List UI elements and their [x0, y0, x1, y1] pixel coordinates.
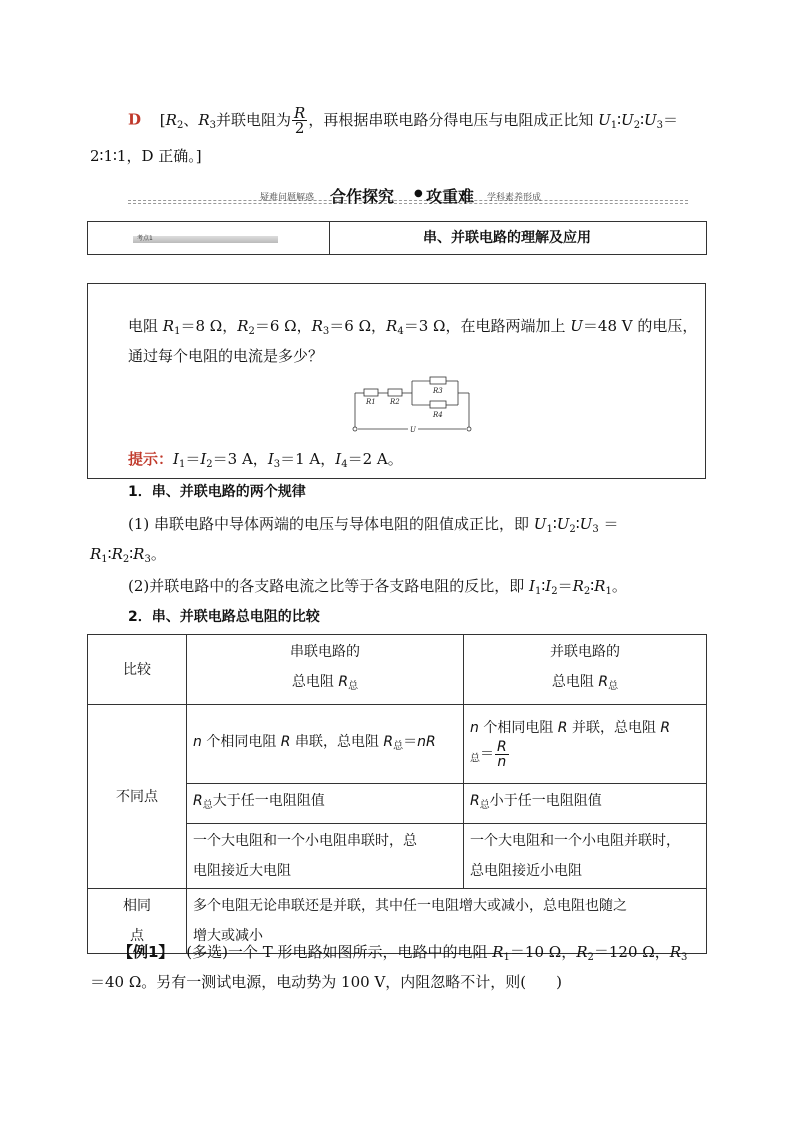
label-u: U: [410, 426, 416, 434]
cell-parallel-n: n 个相同电阻 R 并联，总电阻 R $_总$＝ $\frac{R}{n}$: [464, 705, 707, 784]
resistor-r1: [364, 389, 378, 396]
label-r3: R3: [433, 387, 443, 395]
banner-title-a: 合作探究: [330, 187, 395, 206]
topic-tag-cell: [88, 222, 330, 255]
header-parallel: 并联电路的 总电阻 $R_总$: [464, 635, 707, 705]
banner-rule: [128, 200, 688, 201]
cell-same: 多个电阻无论串联还是并联，其中任一电阻增大或减小，总电阻也随之 增大或减小: [187, 889, 707, 954]
cell-parallel-approx: 一个大电阻和一个小电阻并联时， 总电阻接近小电阻: [464, 824, 707, 889]
comparison-table: [87, 634, 707, 954]
fraction-numerator: R: [294, 104, 306, 122]
fraction: [292, 106, 307, 135]
circuit-diagram: [350, 373, 475, 435]
cell-parallel-less: $R_总$小于任一电阻阻值: [464, 784, 707, 824]
table-row: [88, 635, 707, 705]
topic-title: 串、并联电路的理解及应用: [330, 222, 707, 255]
hint-label: 提示：: [128, 450, 174, 468]
cell-series-approx: 一个大电阻和一个小电阻串联时，总 电阻接近大电阻: [187, 824, 464, 889]
example-line-2: ＝40 Ω。另有一测试电源，电动势为 100 V，内阻忽略不计，则( ): [90, 973, 562, 991]
answer-line-1: [128, 106, 678, 136]
rule-1-line-1: (1) 串联电路中导体两端的电压与导体电阻的阻值成正比，即 $U_1∶U_2∶U_3$ ＝: [128, 515, 619, 535]
resistor-r2: [388, 389, 402, 396]
label-r2: R2: [390, 398, 400, 406]
banner-arrow-icon: ●: [414, 188, 423, 199]
banner-right-text: 学科素养形成: [487, 193, 542, 203]
banner-rule: [128, 203, 688, 204]
rule-1-line-2: $R_1∶R_2∶R_3$。: [90, 545, 166, 565]
answer-letter: D: [128, 110, 142, 129]
answer-explanation: [$R_2$、$R_3$并联电阻为 $\frac{R}{2}$ ，再根据串联电路分得电压与电阻成正比知 $U_1∶U_2∶U_3=$: [159, 104, 679, 137]
section-banner: [128, 183, 688, 207]
cell-series-n: n 个相同电阻 R 串联，总电阻 $R_总=nR$: [187, 705, 464, 784]
table-row: [88, 705, 707, 784]
row-label-same: 相同 点: [88, 889, 187, 954]
resistor-r4: [430, 401, 446, 408]
cell-series-greater: $R_总$大于任一电阻阻值: [187, 784, 464, 824]
example-label: 【例1】: [118, 943, 174, 961]
fraction-denominator: 2: [294, 119, 305, 137]
label-r4: R4: [433, 411, 443, 419]
rule-2: (2)并联电路中的各支路电流之比等于各支路电阻的反比，即 $I_1∶I_2=R_2∶R_1$。: [128, 577, 627, 597]
resistor-r3: [430, 377, 446, 384]
answer-line-2: 2∶1∶1，D 正确。]: [90, 147, 202, 165]
header-compare: 比较: [88, 635, 187, 705]
topic-header: [87, 221, 707, 255]
hint-line: 提示：$I_1=I_2=3$ A，$I_3=1$ A，$I_4=2$ A。: [128, 450, 403, 470]
heading-1: 1．串、并联电路的两个规律: [128, 484, 306, 500]
heading-2: 2．串、并联电路总电阻的比较: [128, 609, 320, 625]
banner-title-b: 攻重难: [426, 187, 475, 206]
header-series: 串联电路的 总电阻 $R_总$: [187, 635, 464, 705]
example-line-1: 【例1】 (多选)一个 T 形电路如图所示，电路中的电阻 $R_1=10$ Ω，$R_2=120$ Ω，$R_3$: [118, 943, 688, 963]
label-r1: R1: [366, 398, 376, 406]
row-label-difference: 不同点: [88, 705, 187, 889]
question-line-2: 通过每个电阻的电流是多少？: [128, 347, 324, 365]
topic-tag: 考点1: [133, 236, 278, 243]
banner-left-text: 疑难问题解惑: [260, 193, 315, 203]
question-line-1: 电阻 $R_1=8$ Ω，$R_2=6$ Ω，$R_3=6$ Ω，$R_4=3$ Ω，在电路两端加上 U＝48 V 的电压，: [128, 317, 698, 337]
